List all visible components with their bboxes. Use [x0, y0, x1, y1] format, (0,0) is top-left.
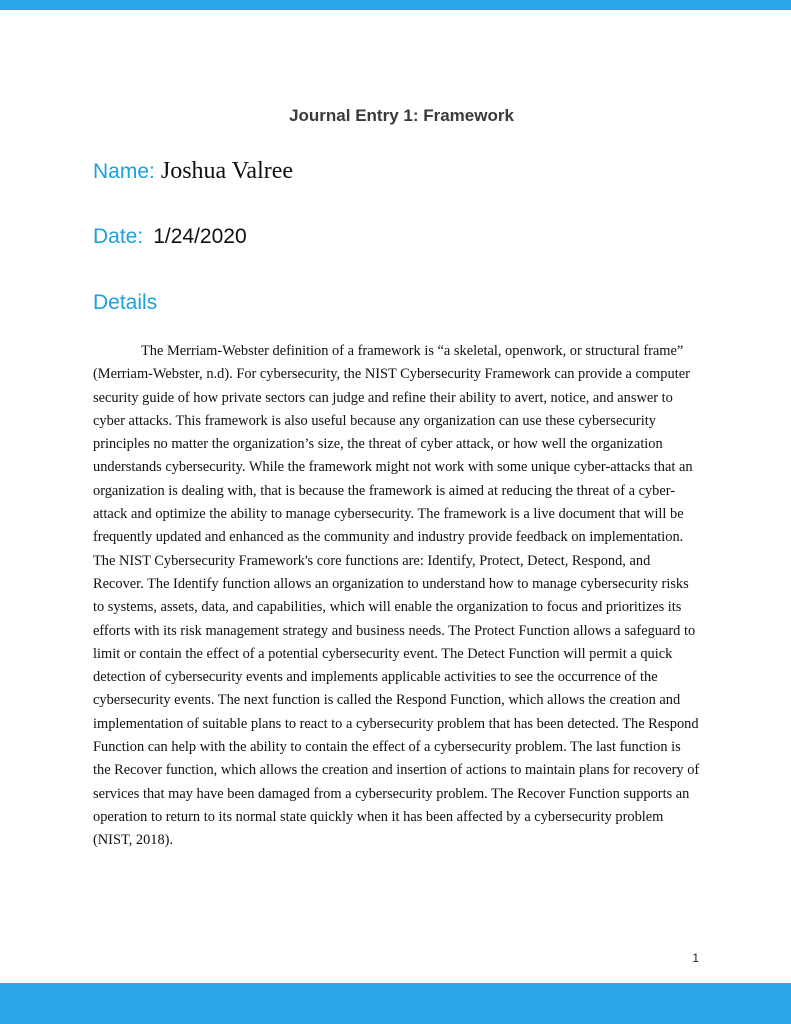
page-title-text: Journal Entry 1: Framework: [289, 106, 514, 125]
page-number: 1: [692, 951, 699, 965]
details-body-paragraph: The Merriam-Webster definition of a framework is “a skeletal, openwork, or structural frame” (Merriam-Webster, n.d). For cybersecurity, the NIST Cybersecurity Framework can provide a computer security guide of how private sectors can judge and refine their ability to avert, notice, and answer to cyber attacks. This framework is also useful because any organization can use these cybersecurity principles no matter the organization’s size, the threat of cyber attack, or how well the organization understands cybersecurity. While the framework might not work with some unique cyber-attacks that an organization is dealing with, that is because the framework is aimed at reducing the threat of a cyber-attack and optimize the ability to manage cybersecurity. The framework is a live document that will be frequently updated and enhanced as the community and industry provide feedback on implementation. The NIST Cybersecurity Framework's core functions are: Identify, Protect, Detect, Respond, and Recover. The Identify function allows an organization to understand how to manage cybersecurity risks to systems, assets, data, and capabilities, which will enable the organization to focus and prioritizes its efforts with its risk management strategy and business needs. The Protect Function allows a safeguard to limit or contain the effect of a potential cybersecurity event. The Detect Function will permit a quick detection of cybersecurity events and implements applicable activities to see the occurrence of the cybersecurity events. The next function is called the Respond Function, which allows the creation and implementation of suitable plans to react to a cybersecurity problem that has been detected. The Respond Function can help with the ability to contain the effect of a cybersecurity problem. The last function is the Recover function, which allows the creation and insertion of actions to maintain plans for recovery of services that may have been damaged from a cybersecurity problem. The Recover Function supports an operation to return to its normal state quickly when it has been affected by a cybersecurity problem (NIST, 2018).: [93, 343, 700, 849]
details-heading: Details: [93, 291, 158, 314]
date-field: [93, 225, 247, 249]
page-title: [0, 106, 791, 126]
name-value: Joshua Valree: [160, 158, 294, 184]
top-accent-bar: [0, 0, 791, 10]
name-label: Name:: [93, 160, 155, 183]
name-field: [93, 158, 293, 185]
date-label: Date:: [93, 225, 144, 248]
bottom-accent-bar: [0, 983, 791, 1024]
date-value: 1/24/2020: [153, 225, 247, 248]
